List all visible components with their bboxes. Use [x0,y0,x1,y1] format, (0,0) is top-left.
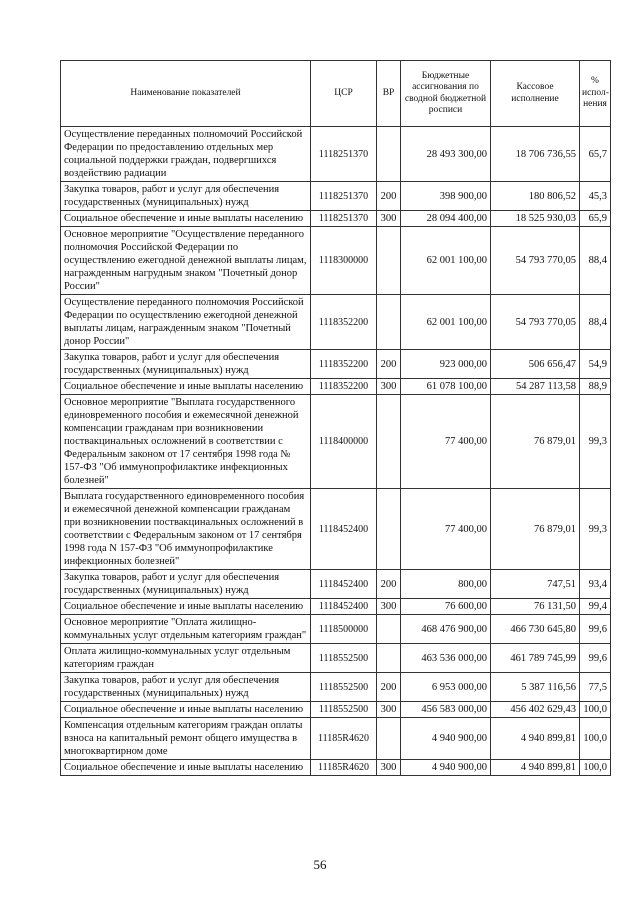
row-vr [377,395,401,489]
row-name: Закупка товаров, работ и услуг для обеспечения государственных (муниципальных) нужд [61,673,311,702]
table-row [61,395,611,489]
table-row [61,615,611,644]
row-name: Осуществление переданных полномочий Российской Федерации по предоставлению отдельных мер социальной поддержки граждан, подвергшихся воздействию радиации [61,127,311,182]
page-number: 56 [313,857,327,872]
row-budget: 61 078 100,00 [401,379,491,395]
table-row [61,599,611,615]
row-cash: 18 706 736,55 [491,127,580,182]
row-csr: 1118251370 [311,211,377,227]
row-budget: 28 094 400,00 [401,211,491,227]
row-name: Социальное обеспечение и иные выплаты населению [61,379,311,395]
row-pct: 99,3 [580,395,611,489]
row-cash: 4 940 899,81 [491,760,580,776]
row-budget: 923 000,00 [401,350,491,379]
row-name: Основное мероприятие "Оплата жилищно-коммунальных услуг отдельным категориям граждан" [61,615,311,644]
row-pct: 100,0 [580,718,611,760]
row-name: Основное мероприятие "Осуществление переданного полномочия Российской Федерации по осуществлению ежегодной денежной выплаты лицам, награжденным нагрудным знаком "Почетный донор России" [61,227,311,295]
row-csr: 1118452400 [311,489,377,570]
row-budget: 62 001 100,00 [401,295,491,350]
row-name: Социальное обеспечение и иные выплаты населению [61,702,311,718]
row-cash: 76 879,01 [491,489,580,570]
row-budget: 800,00 [401,570,491,599]
row-pct: 88,9 [580,379,611,395]
row-budget: 77 400,00 [401,489,491,570]
row-name: Закупка товаров, работ и услуг для обеспечения государственных (муниципальных) нужд [61,350,311,379]
row-pct: 77,5 [580,673,611,702]
row-vr: 200 [377,570,401,599]
row-name: Социальное обеспечение и иные выплаты населению [61,599,311,615]
row-csr: 11185R4620 [311,760,377,776]
table-row [61,379,611,395]
table-row [61,673,611,702]
row-cash: 5 387 116,56 [491,673,580,702]
row-cash: 54 793 770,05 [491,295,580,350]
header-vr: ВР [377,61,401,127]
row-csr: 1118552500 [311,702,377,718]
table-row [61,127,611,182]
row-vr [377,127,401,182]
table-row [61,211,611,227]
row-cash: 456 402 629,43 [491,702,580,718]
row-cash: 461 789 745,99 [491,644,580,673]
row-cash: 54 793 770,05 [491,227,580,295]
row-pct: 100,0 [580,760,611,776]
row-csr: 1118300000 [311,227,377,295]
row-csr: 1118251370 [311,127,377,182]
table-header-row [61,61,611,127]
row-budget: 77 400,00 [401,395,491,489]
row-pct: 99,3 [580,489,611,570]
row-cash: 76 131,50 [491,599,580,615]
row-vr: 300 [377,702,401,718]
row-vr: 200 [377,350,401,379]
row-vr: 300 [377,599,401,615]
row-csr: 1118400000 [311,395,377,489]
row-vr: 300 [377,211,401,227]
row-pct: 99,6 [580,615,611,644]
row-csr: 1118452400 [311,570,377,599]
row-pct: 88,4 [580,295,611,350]
row-vr [377,227,401,295]
table-row [61,570,611,599]
row-cash: 76 879,01 [491,395,580,489]
row-budget: 398 900,00 [401,182,491,211]
header-budget: Бюджетные ассигнования по сводной бюджетной росписи [401,61,491,127]
row-pct: 65,7 [580,127,611,182]
header-pct: % испол-нения [580,61,611,127]
row-name: Социальное обеспечение и иные выплаты населению [61,211,311,227]
row-csr: 1118552500 [311,644,377,673]
row-vr: 300 [377,379,401,395]
row-name: Социальное обеспечение и иные выплаты населению [61,760,311,776]
row-budget: 28 493 300,00 [401,127,491,182]
table-row [61,295,611,350]
row-cash: 466 730 645,80 [491,615,580,644]
header-csr: ЦСР [311,61,377,127]
row-csr: 1118500000 [311,615,377,644]
table-row [61,718,611,760]
row-pct: 54,9 [580,350,611,379]
row-pct: 99,6 [580,644,611,673]
row-pct: 93,4 [580,570,611,599]
row-cash: 506 656,47 [491,350,580,379]
row-pct: 65,9 [580,211,611,227]
row-vr [377,489,401,570]
table-row [61,182,611,211]
header-name: Наименование показателей [61,61,311,127]
table-row [61,350,611,379]
row-name: Закупка товаров, работ и услуг для обеспечения государственных (муниципальных) нужд [61,182,311,211]
row-vr: 200 [377,182,401,211]
row-pct: 99,4 [580,599,611,615]
row-pct: 100,0 [580,702,611,718]
row-name: Компенсация отдельным категориям граждан оплаты взноса на капитальный ремонт общего имущества в многоквартирном доме [61,718,311,760]
row-cash: 747,51 [491,570,580,599]
row-budget: 62 001 100,00 [401,227,491,295]
row-name: Закупка товаров, работ и услуг для обеспечения государственных (муниципальных) нужд [61,570,311,599]
row-budget: 463 536 000,00 [401,644,491,673]
row-budget: 76 600,00 [401,599,491,615]
row-csr: 1118352200 [311,379,377,395]
row-vr: 200 [377,673,401,702]
row-name: Оплата жилищно-коммунальных услуг отдельным категориям граждан [61,644,311,673]
row-csr: 11185R4620 [311,718,377,760]
table-row [61,760,611,776]
row-vr [377,615,401,644]
row-csr: 1118352200 [311,295,377,350]
row-name: Выплата государственного единовременного пособия и ежемесячной денежной компенсации гражданам при возникновении поствакцинальных осложнений в соответствии с Федеральным законом от 17 сентября 1998 года N 157-ФЗ "Об иммунопрофилактике инфекционных болезней" [61,489,311,570]
header-cash: Кассовое исполнение [491,61,580,127]
budget-execution-table [60,60,611,776]
table-row [61,644,611,673]
row-csr: 1118251370 [311,182,377,211]
row-csr: 1118352200 [311,350,377,379]
row-vr [377,644,401,673]
row-vr [377,718,401,760]
row-csr: 1118552500 [311,673,377,702]
row-vr: 300 [377,760,401,776]
row-budget: 4 940 900,00 [401,760,491,776]
row-name: Осуществление переданного полномочия Российской Федерации по осуществлению ежегодной денежной выплаты лицам, награжденным знаком "Почетный донор России" [61,295,311,350]
row-cash: 54 287 113,58 [491,379,580,395]
row-cash: 18 525 930,03 [491,211,580,227]
table-row [61,489,611,570]
row-vr [377,295,401,350]
row-budget: 4 940 900,00 [401,718,491,760]
row-budget: 456 583 000,00 [401,702,491,718]
row-cash: 4 940 899,81 [491,718,580,760]
row-budget: 468 476 900,00 [401,615,491,644]
row-pct: 45,3 [580,182,611,211]
table-row [61,702,611,718]
row-csr: 1118452400 [311,599,377,615]
row-budget: 6 953 000,00 [401,673,491,702]
row-cash: 180 806,52 [491,182,580,211]
table-row [61,227,611,295]
row-name: Основное мероприятие "Выплата государственного единовременного пособия и ежемесячной денежной компенсации гражданам при возникновении поствакцинальных осложнений в соответствии с Федеральным законом от 17 сентября 1998 года № 157-ФЗ "Об иммунопрофилактике инфекционных болезней" [61,395,311,489]
row-pct: 88,4 [580,227,611,295]
